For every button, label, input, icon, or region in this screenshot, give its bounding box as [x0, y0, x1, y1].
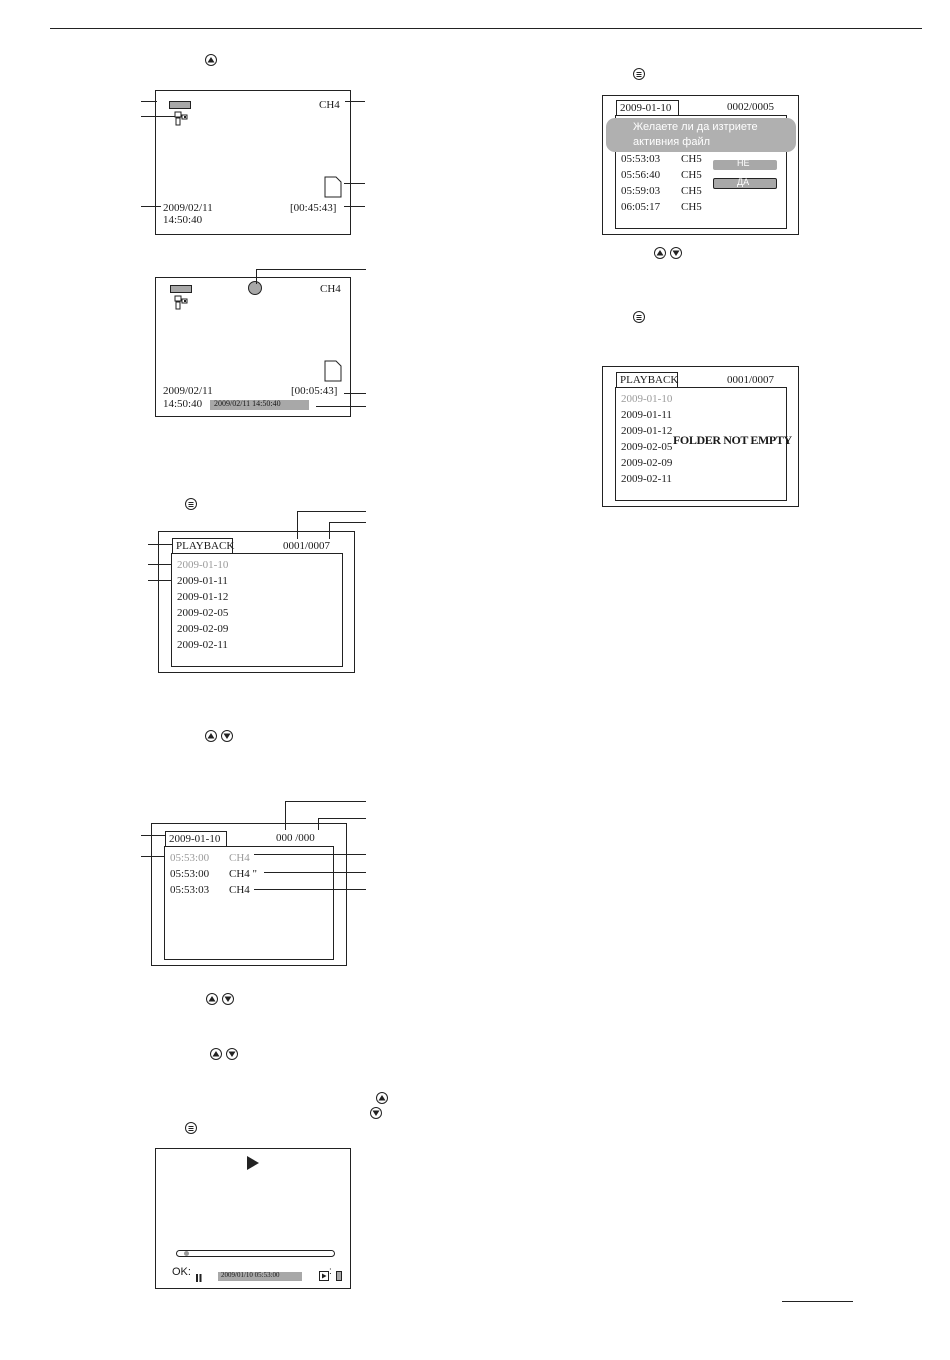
folder-item-selected: 2009-01-10 [621, 393, 673, 405]
file-row-time-selected[interactable]: 05:53:00 [170, 852, 210, 864]
folder-item[interactable]: 2009-01-11 [177, 575, 228, 587]
dialog-row-time: 06:05:17 [621, 201, 661, 213]
camera-icon [174, 111, 190, 132]
menu-button-icon [633, 68, 645, 80]
callout-line [141, 101, 157, 102]
menu-button-icon [185, 1122, 197, 1134]
timer-label: [00:45:43] [290, 202, 337, 214]
folder-item: 2009-02-11 [621, 473, 672, 485]
up-arrow-button-icon [376, 1092, 388, 1104]
mode-icon [319, 1268, 329, 1286]
live-view-screen [155, 90, 351, 235]
playback-title: PLAYBACK [616, 372, 678, 388]
file-row-channel-selected: CH4 [229, 852, 250, 864]
callout-line [285, 801, 286, 830]
folder-item: 2009-01-11 [621, 409, 672, 421]
down-arrow-button-icon [370, 1107, 382, 1119]
status-bar: 2009/02/11 14:50:40 [210, 400, 309, 410]
folder-item[interactable]: 2009-01-12 [177, 591, 229, 603]
file-list-title: 2009-01-10 [165, 831, 227, 847]
dialog-row-channel: CH5 [681, 201, 702, 213]
callout-line [141, 116, 175, 117]
down-arrow-button-icon [226, 1048, 238, 1060]
folder-counter: 0001/0007 [283, 540, 331, 552]
callout-line [344, 393, 366, 394]
camera-icon [174, 295, 190, 316]
folder-item-selected[interactable]: 2009-01-10 [177, 559, 229, 571]
folder-error-screen [602, 366, 799, 507]
folder-item[interactable]: 2009-02-05 [177, 607, 229, 619]
dialog-row-time: 05:59:03 [621, 185, 661, 197]
battery-icon [170, 285, 192, 293]
callout-line [256, 269, 366, 270]
up-arrow-button-icon [654, 247, 666, 259]
timer-label: [00:05:43] [291, 385, 338, 397]
menu-button-icon [185, 498, 197, 510]
battery-icon [336, 1268, 342, 1286]
folder-counter: 0001/0007 [727, 374, 775, 386]
playback-title: PLAYBACK [172, 538, 233, 554]
file-icon [324, 360, 342, 387]
callout-line [148, 564, 172, 565]
mode-colon: : [329, 1266, 332, 1277]
callout-line [297, 511, 298, 539]
file-row-channel: CH4 [229, 884, 250, 896]
callout-line [345, 101, 365, 102]
time-label: 14:50:40 [163, 398, 203, 410]
record-indicator-icon [247, 280, 263, 301]
dialog-counter: 0002/0005 [727, 101, 775, 113]
callout-line [256, 269, 257, 284]
callout-line [141, 206, 161, 207]
callout-line [254, 854, 366, 855]
callout-line [318, 818, 366, 819]
time-label: 14:50:40 [163, 214, 203, 226]
file-row-channel: CH4 " [229, 868, 258, 880]
channel-label: CH4 [319, 99, 340, 111]
menu-button-icon [633, 311, 645, 323]
file-row-time[interactable]: 05:53:03 [170, 884, 210, 896]
play-icon [246, 1155, 260, 1176]
status-bar: 2009/01/10 05:53:00 [218, 1272, 302, 1281]
progress-knob[interactable] [184, 1251, 189, 1256]
date-label: 2009/02/11 [163, 385, 213, 397]
no-button[interactable]: НЕ [713, 160, 777, 170]
callout-line [148, 580, 172, 581]
progress-bar[interactable] [176, 1250, 335, 1257]
folder-item: 2009-02-09 [621, 457, 673, 469]
callout-line [329, 522, 330, 539]
callout-line [329, 522, 366, 523]
file-row-time[interactable]: 05:53:00 [170, 868, 210, 880]
up-arrow-button-icon [205, 54, 217, 66]
error-message: FOLDER NOT EMPTY [673, 433, 792, 447]
date-label: 2009/02/11 [163, 202, 213, 214]
down-arrow-button-icon [222, 993, 234, 1005]
down-arrow-button-icon [670, 247, 682, 259]
dialog-row-time: 05:56:40 [621, 169, 661, 181]
dialog-row-channel: CH5 [681, 153, 702, 165]
up-arrow-button-icon [210, 1048, 222, 1060]
delete-dialog-screen [602, 95, 799, 235]
callout-line [285, 801, 366, 802]
file-counter: 000 /000 [276, 832, 315, 844]
folder-item: 2009-02-05 [621, 441, 673, 453]
callout-line [254, 889, 366, 890]
playback-folder-screen [158, 531, 355, 673]
dialog-title: 2009-01-10 [616, 100, 679, 116]
dialog-row-channel: CH5 [681, 185, 702, 197]
folder-item[interactable]: 2009-02-09 [177, 623, 229, 635]
callout-line [141, 856, 165, 857]
folder-item: 2009-01-12 [621, 425, 673, 437]
callout-line [344, 183, 365, 184]
up-arrow-button-icon [205, 730, 217, 742]
page-footer-rule [782, 1301, 853, 1302]
down-arrow-button-icon [221, 730, 233, 742]
callout-line [318, 818, 319, 830]
recording-screen [155, 277, 351, 417]
callout-line [141, 835, 165, 836]
top-rule [50, 28, 922, 29]
file-icon [324, 176, 342, 203]
callout-line [316, 406, 366, 407]
ok-label: OK: [172, 1266, 191, 1278]
delete-confirm-popup: Желаете ли да изтриете активния файл [606, 118, 796, 152]
callout-line [148, 544, 172, 545]
callout-line [264, 872, 366, 873]
up-arrow-button-icon [206, 993, 218, 1005]
battery-icon [169, 101, 191, 109]
callout-line [297, 511, 366, 512]
callout-line [344, 206, 365, 207]
dialog-row-time: 05:53:03 [621, 153, 661, 165]
player-screen [155, 1148, 351, 1289]
channel-label: CH4 [320, 283, 341, 295]
yes-button[interactable]: ДА [713, 178, 777, 189]
pause-icon [195, 1269, 203, 1287]
dialog-row-channel: CH5 [681, 169, 702, 181]
folder-item[interactable]: 2009-02-11 [177, 639, 228, 651]
file-list-screen [151, 823, 347, 966]
